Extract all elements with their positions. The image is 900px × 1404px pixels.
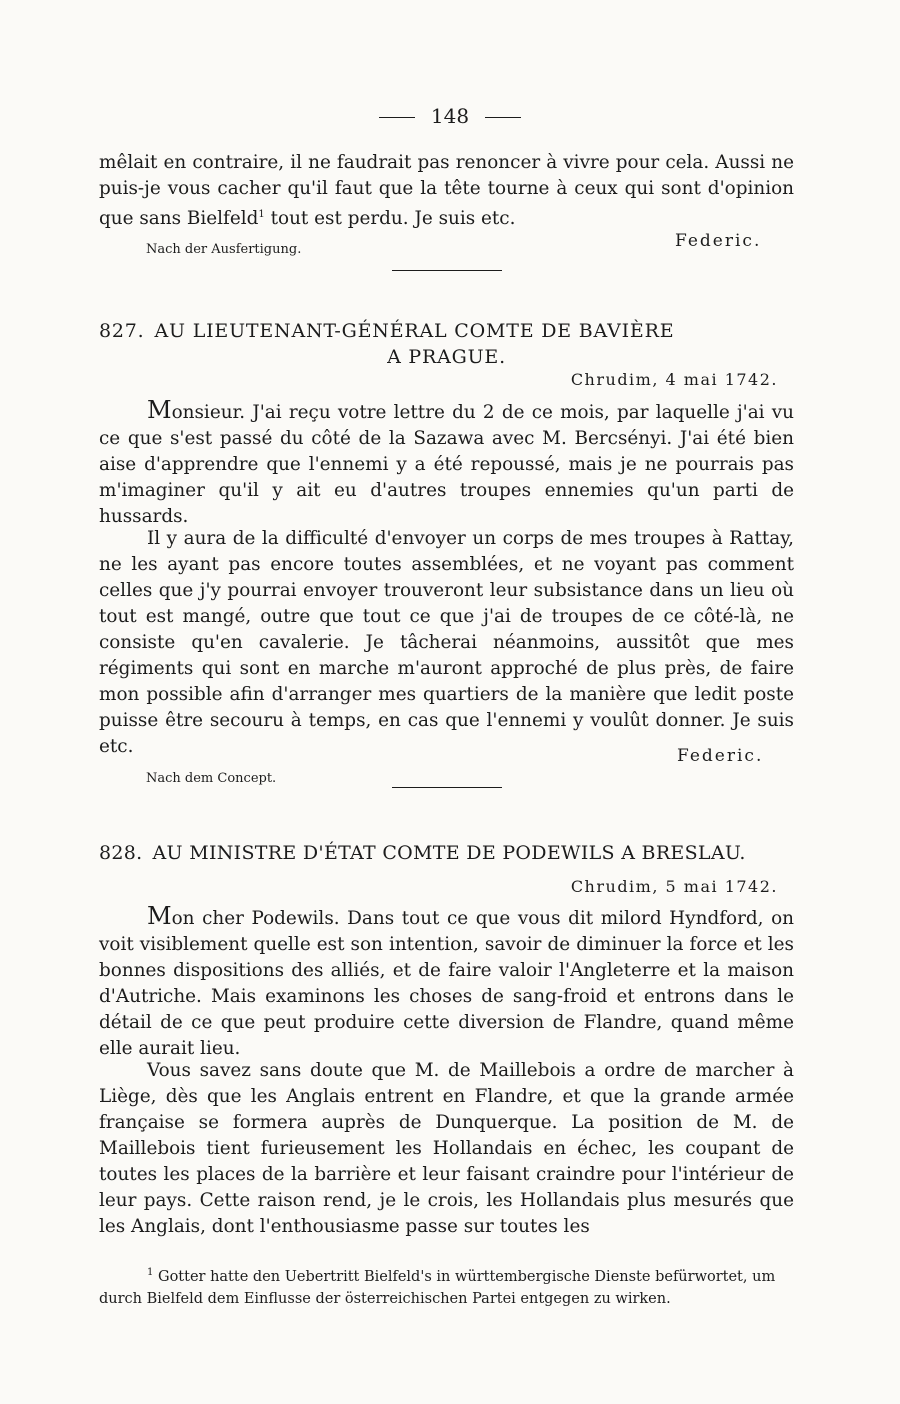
letter-827-initial: M bbox=[147, 396, 172, 424]
letter-827-paragraph-1-text: onsieur. J'ai reçu votre lettre du 2 de ce mois, par laquelle j'ai vu ce que s'est passé du côté de la Sazawa avec M. Bercsényi. J'ai été bien aise d'apprendre que l'ennemi y a été repoussé, mais je ne pourrais pas m'imaginer qu'il y ait eu d'autres troupes ennemies qu'un parti de hussards. bbox=[99, 402, 794, 527]
page-number-text: 148 bbox=[430, 104, 470, 128]
signature-826: Federic. bbox=[675, 231, 762, 251]
letter-827-dateline: Chrudim, 4 mai 1742. bbox=[570, 370, 778, 389]
letter-827-heading-line2: A PRAGUE. bbox=[387, 346, 506, 368]
letter-827-paragraph-1 bbox=[99, 397, 794, 530]
footnote-mark: 1 bbox=[147, 1267, 154, 1278]
letter-828-dateline: Chrudim, 5 mai 1742. bbox=[570, 877, 778, 896]
section-divider-2 bbox=[392, 787, 502, 788]
signature-827: Federic. bbox=[677, 746, 764, 766]
letter-826-text: mêlait en contraire, il ne faudrait pas renoncer à vivre pour cela. Aussi ne puis-je vous cacher qu'il faut que la tête tourne à ceux qui sont d'opinion que sans Bielfeld bbox=[99, 152, 794, 230]
letter-827-heading bbox=[99, 318, 794, 370]
page-number-dash-right bbox=[485, 117, 521, 118]
letter-828-heading bbox=[99, 840, 794, 866]
footnote-text: Gotter hatte den Uebertritt Bielfeld's in württembergische Dienste befürwortet, um durch Bielfeld dem Einflusse der österreichischen Partei entgegen zu wirken. bbox=[99, 1268, 776, 1307]
letter-827-heading-line1: AU LIEUTENANT-GÉNÉRAL COMTE DE BAVIÈRE bbox=[154, 320, 675, 342]
source-note-826: Nach der Ausfertigung. bbox=[146, 242, 302, 257]
letter-828-paragraph-1-text: on cher Podewils. Dans tout ce que vous dit milord Hyndford, on voit visiblement quelle est son intention, savoir de diminuer la force et les bonnes dispositions des alliés, et de faire valoir l'Angleterre et la maison d'Autriche. Mais examinons les choses de sang-froid et entrons dans le détail de ce que peut produire cette diversion de Flandre, quand même elle aurait lieu. bbox=[99, 908, 794, 1059]
letter-828-paragraph-2: Vous savez sans doute que M. de Maillebois a ordre de marcher à Liège, dès que les Anglais entrent en Flandre, et que la grande armée française se formera auprès de Dunquerque. La position de M. de Maillebois tient furieusement les Hollandais en échec, les coupant de toutes les places de la barrière et leur faisant craindre pour l'intérieur de leur pays. Cette raison rend, je le crois, les Hollandais plus mesurés que les Anglais, dont l'enthousiasme passe sur toutes les bbox=[99, 1060, 794, 1237]
letter-826-text-end: tout est perdu. Je suis etc. bbox=[264, 208, 516, 230]
section-divider bbox=[392, 270, 502, 271]
letter-827-paragraph-2: Il y aura de la difficulté d'envoyer un corps de mes troupes à Rattay, ne les ayant pas encore toutes assemblées, et ne voyant pas comment celles que j'y pourrai envoyer trouveront leur subsistance dans un lieu où tout est mangé, outre que tout ce que j'ai de troupes de ce côté-là, ne consiste qu'en cavalerie. Je tâcherai néanmoins, aussitôt que mes régiments qui sont en marche m'auront approché de plus près, de faire mon possible afin d'arranger mes quartiers de la manière que ledit poste puisse être secouru à temps, en cas que l'ennemi y voulût donner. Je suis etc. bbox=[99, 528, 794, 757]
page-number-dash-left bbox=[379, 117, 415, 118]
source-note-827: Nach dem Concept. bbox=[146, 771, 277, 786]
footnote bbox=[99, 1262, 799, 1310]
letter-826-closing-paragraph bbox=[99, 150, 794, 232]
letter-828-number: 828. bbox=[99, 842, 143, 864]
letter-827-number: 827. bbox=[99, 320, 145, 342]
page-number bbox=[0, 104, 900, 128]
letter-828-heading-text: AU MINISTRE D'ÉTAT COMTE DE PODEWILS A BRESLAU. bbox=[152, 842, 746, 864]
footnote-reference: 1 bbox=[258, 209, 265, 220]
letter-828-paragraph-1 bbox=[99, 903, 794, 1062]
letter-828-initial: M bbox=[147, 902, 172, 930]
